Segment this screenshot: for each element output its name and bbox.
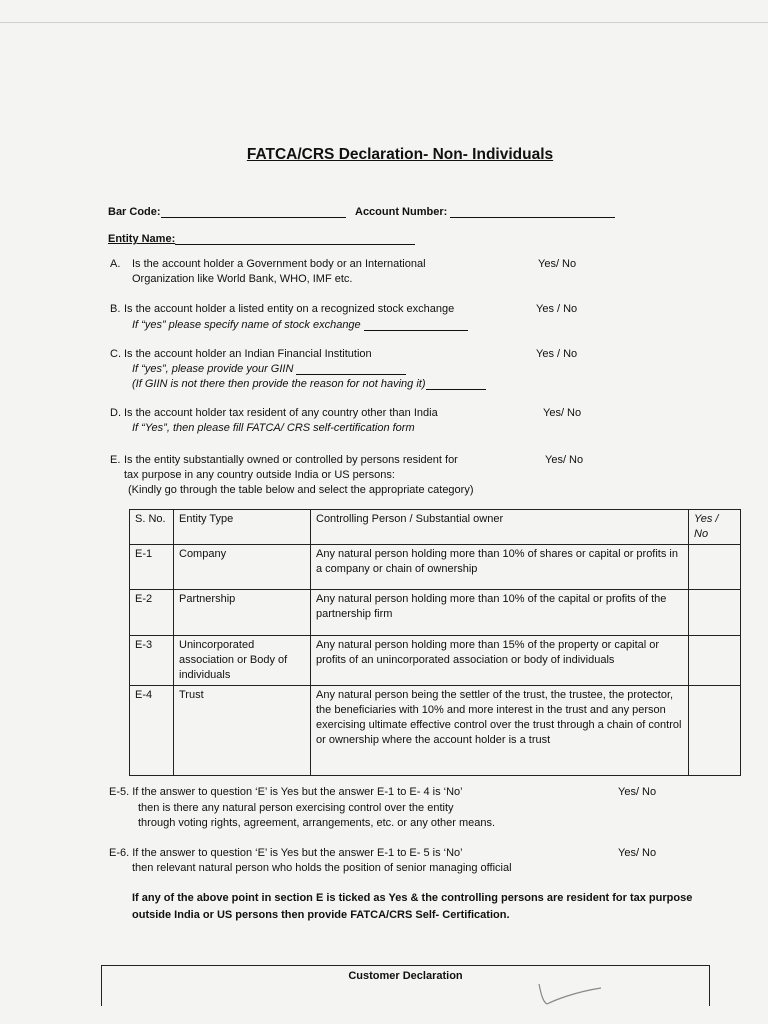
question-d-letter: D. [110,407,121,419]
row-sno: E-3 [130,636,174,686]
reason-blank[interactable] [426,389,486,390]
giin-blank[interactable] [296,374,406,375]
e6-text: E-6. If the answer to question ‘E’ is Yes but the answer E-1 to E- 5 is ‘No’ [109,847,463,859]
header-entity-type: Entity Type [174,510,311,545]
entity-name-blank[interactable] [175,244,415,245]
question-c-text: Is the account holder an Indian Financial Institution [124,348,372,360]
row-entity-type: Unincorporated association or Body of individuals [174,636,311,686]
e6-text-2: then relevant natural person who holds the position of senior managing official [132,862,512,874]
row-sno: E-2 [130,590,174,636]
question-b-subtext [132,319,468,331]
row-sno: E-4 [130,686,174,776]
customer-declaration-box [101,965,710,1006]
e5-answer[interactable]: Yes/ No [618,786,657,798]
question-a-answer[interactable]: Yes/ No [538,258,577,270]
question-b-text: Is the account holder a listed entity on a recognized stock exchange [124,303,455,315]
question-a-letter: A. [110,258,121,270]
row-controlling-person: Any natural person being the settler of the trust, the trustee, the protector, the beneficiaries with 10% and more interest in the trust and any person exercising ultimate effective control over the trust through a chain of control or ownership where the account holder is a trust [311,686,689,776]
row-sno: E-1 [130,545,174,590]
e5-text: E-5. If the answer to question ‘E’ is Yes but the answer E-1 to E- 4 is ‘No’ [109,786,463,798]
question-e-text: Is the entity substantially owned or controlled by persons resident for [124,454,458,466]
header-yes-no: Yes / No [689,510,741,545]
stock-exchange-blank[interactable] [364,330,468,331]
question-d-answer[interactable]: Yes/ No [543,407,582,419]
customer-declaration-title: Customer Declaration [348,970,463,982]
question-e-text-2: tax purpose in any country outside India or US persons: [124,469,395,481]
table-row [130,636,741,686]
table-row [130,590,741,636]
row-yes-no-cell[interactable] [689,590,741,636]
bar-code-blank[interactable] [161,217,346,218]
e6-answer[interactable]: Yes/ No [618,847,657,859]
question-c-letter: C. [110,348,121,360]
bar-code-field [108,206,346,218]
question-c-giin-label: If “yes”, please provide your GIIN [132,363,294,375]
self-certification-note: If any of the above point in section E is ticked as Yes & the controlling persons are resident for tax purpose outside India or US persons then provide FATCA/CRS Self- Certification. [132,892,693,921]
question-d-subtext: If “Yes”, then please fill FATCA/ CRS self-certification form [132,422,415,434]
question-e-answer[interactable]: Yes/ No [545,454,584,466]
question-a-text-2: Organization like World Bank, WHO, IMF etc. [132,273,353,285]
e5-text-2: then is there any natural person exercising control over the entity [138,802,454,814]
page-title: FATCA/CRS Declaration- Non- Individuals [246,146,554,163]
row-entity-type: Trust [174,686,311,776]
entity-type-table [129,509,741,776]
header-controlling-person: Controlling Person / Substantial owner [311,510,689,545]
row-controlling-person: Any natural person holding more than 15% of the property or capital or profits of an unincorporated association or body of individuals [311,636,689,686]
scan-edge-line [0,22,768,23]
row-controlling-person: Any natural person holding more than 10% of the capital or profits of the partnership firm [311,590,689,636]
row-entity-type: Company [174,545,311,590]
account-number-label: Account Number: [355,206,448,218]
bar-code-label: Bar Code: [108,206,161,218]
question-c-reason [132,378,486,390]
row-yes-no-cell[interactable] [689,636,741,686]
question-e-letter: E. [110,454,121,466]
table-header-row [130,510,741,545]
question-b-letter: B. [110,303,121,315]
question-d-text: Is the account holder tax resident of any country other than India [124,407,438,419]
row-yes-no-cell[interactable] [689,686,741,776]
e5-text-3: through voting rights, agreement, arrangements, etc. or any other means. [138,817,496,829]
header-sno: S. No. [130,510,174,545]
table-row [130,686,741,776]
entity-name-label: Entity Name: [108,233,176,245]
account-number-field [355,206,615,218]
row-yes-no-cell[interactable] [689,545,741,590]
entity-name-field [108,233,415,245]
question-b-answer[interactable]: Yes / No [536,303,578,315]
question-a-text: Is the account holder a Government body or an International [132,258,426,270]
row-entity-type: Partnership [174,590,311,636]
question-c-answer[interactable]: Yes / No [536,348,578,360]
signature-mark-icon [535,980,605,1010]
row-controlling-person: Any natural person holding more than 10% of shares or capital or profits in a company or chain of ownership [311,545,689,590]
table-row [130,545,741,590]
question-b-subtext-label: If “yes” please specify name of stock exchange [132,319,361,331]
question-c-giin [132,363,406,375]
question-c-reason-label: (If GIIN is not there then provide the reason for not having it) [132,378,426,390]
account-number-blank[interactable] [450,217,615,218]
question-e-text-3: (Kindly go through the table below and select the appropriate category) [128,484,474,496]
